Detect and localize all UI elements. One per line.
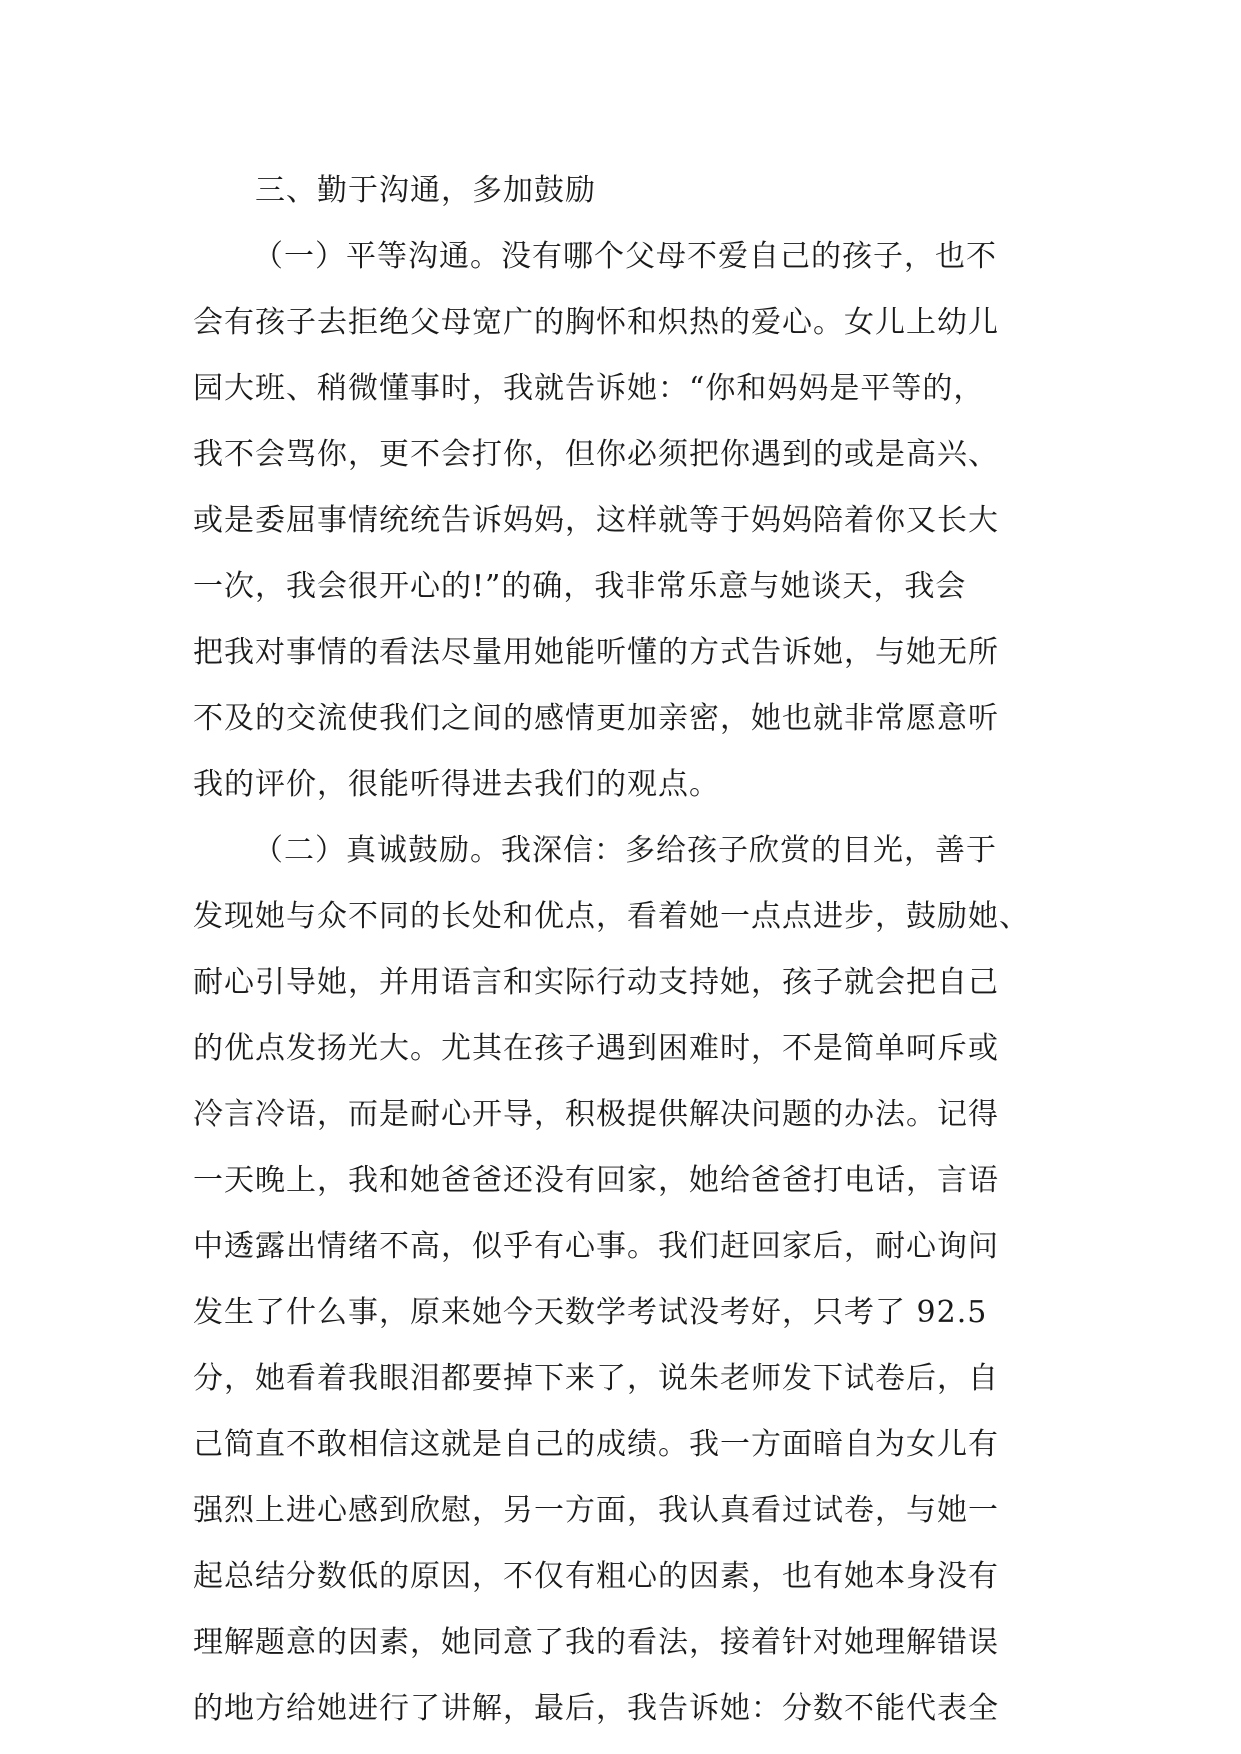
paragraph-line: 园大班、稍微懂事时，我就告诉她：“你和妈妈是平等的， bbox=[193, 371, 985, 406]
paragraph-line: 一次，我会很开心的!”的确，我非常乐意与她谈天，我会 bbox=[193, 569, 967, 604]
paragraph-line: 把我对事情的看法尽量用她能听懂的方式告诉她，与她无所 bbox=[193, 635, 999, 670]
paragraph-line: 我不会骂你，更不会打你，但你必须把你遇到的或是高兴、 bbox=[193, 437, 999, 472]
paragraph-line: 起总结分数低的原因，不仅有粗心的因素，也有她本身没有 bbox=[193, 1559, 999, 1594]
paragraph-line: 发现她与众不同的长处和优点，看着她一点点进步，鼓励她、 bbox=[193, 899, 1030, 934]
paragraph-line: 的优点发扬光大。尤其在孩子遇到困难时，不是简单呵斥或 bbox=[193, 1031, 999, 1066]
paragraph-line: （一）平等沟通。没有哪个父母不爱自己的孩子，也不 bbox=[253, 239, 997, 274]
paragraph-line: 理解题意的因素，她同意了我的看法，接着针对她理解错误 bbox=[193, 1625, 999, 1660]
paragraph-line: 分，她看着我眼泪都要掉下来了，说朱老师发下试卷后，自 bbox=[193, 1361, 999, 1396]
paragraph-line: 耐心引导她，并用语言和实际行动支持她，孩子就会把自己 bbox=[193, 965, 999, 1000]
paragraph-line: 或是委屈事情统统告诉妈妈，这样就等于妈妈陪着你又长大 bbox=[193, 503, 999, 538]
section-heading: 三、勤于沟通，多加鼓励 bbox=[255, 173, 596, 208]
document-body bbox=[193, 158, 1073, 1742]
paragraph-line: 一天晚上，我和她爸爸还没有回家，她给爸爸打电话，言语 bbox=[193, 1163, 999, 1198]
paragraph-line: （二）真诚鼓励。我深信：多给孩子欣赏的目光，善于 bbox=[253, 833, 997, 868]
paragraph-line: 发生了什么事，原来她今天数学考试没考好，只考了 92.5 bbox=[193, 1295, 988, 1330]
paragraph-line: 冷言冷语，而是耐心开导，积极提供解决问题的办法。记得 bbox=[193, 1097, 999, 1132]
paragraph-line: 会有孩子去拒绝父母宽广的胸怀和炽热的爱心。女儿上幼儿 bbox=[193, 305, 999, 340]
paragraph-line: 中透露出情绪不高，似乎有心事。我们赶回家后，耐心询问 bbox=[193, 1229, 999, 1264]
paragraph-line: 不及的交流使我们之间的感情更加亲密，她也就非常愿意听 bbox=[193, 701, 999, 736]
paragraph-line: 我的评价，很能听得进去我们的观点。 bbox=[193, 767, 720, 802]
paragraph-line: 的地方给她进行了讲解，最后，我告诉她：分数不能代表全 bbox=[193, 1691, 999, 1726]
paragraph-line: 己简直不敢相信这就是自己的成绩。我一方面暗自为女儿有 bbox=[193, 1427, 999, 1462]
paragraph-line: 强烈上进心感到欣慰，另一方面，我认真看过试卷，与她一 bbox=[193, 1493, 999, 1528]
